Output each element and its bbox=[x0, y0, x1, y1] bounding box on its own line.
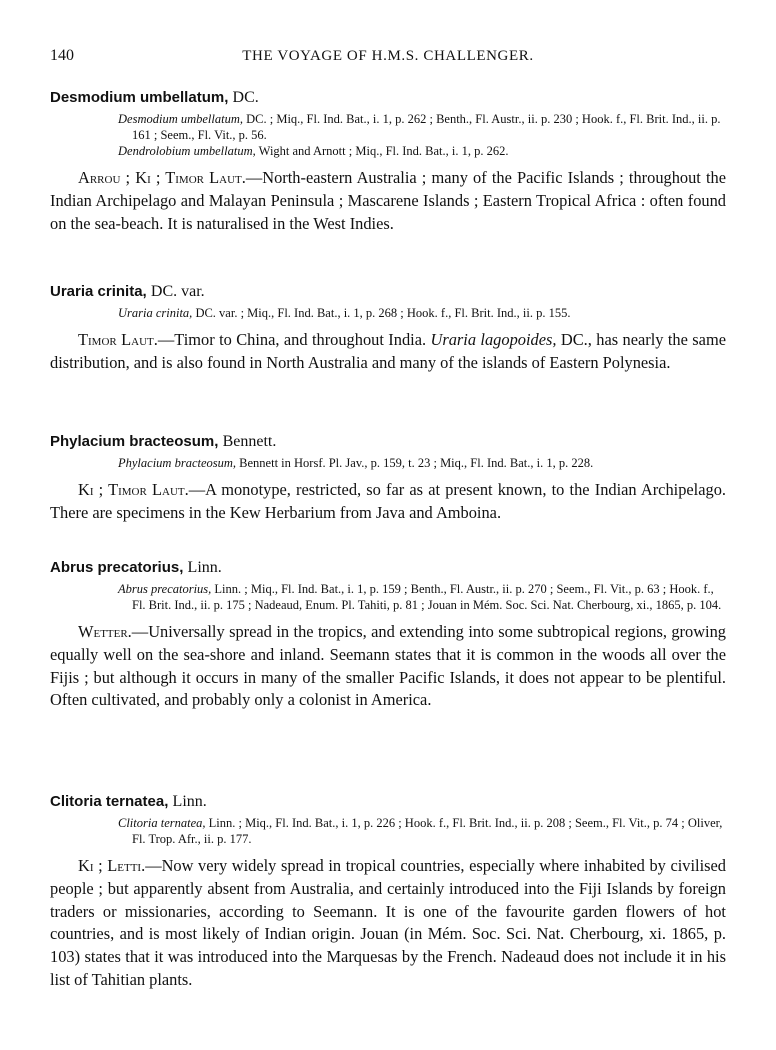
reference-text: Bennett in Horsf. Pl. Jav., p. 159, t. 23 ; Miq., Fl. Ind. Bat., i. 1, p. 228. bbox=[239, 456, 594, 470]
locality-names: Ki ; Timor Laut. bbox=[78, 480, 189, 499]
reference-name: Clitoria ternatea, bbox=[118, 816, 206, 830]
reference-name: Abrus precatorius, bbox=[118, 582, 212, 596]
synonymy-references bbox=[118, 581, 726, 613]
species-name: Uraria crinita, bbox=[50, 283, 147, 300]
species-entry-phylacium bbox=[50, 432, 726, 525]
locality-names: Timor Laut. bbox=[78, 330, 158, 349]
species-heading bbox=[50, 432, 726, 452]
related-species-name: Uraria lagopoides, bbox=[430, 330, 557, 349]
species-name: Desmodium umbellatum, bbox=[50, 89, 229, 106]
distribution-paragraph bbox=[50, 855, 726, 992]
species-entry-uraria bbox=[50, 282, 726, 375]
species-author: DC. var. bbox=[150, 283, 205, 300]
reference-line bbox=[118, 305, 726, 321]
distribution-paragraph bbox=[50, 329, 726, 375]
species-author: Bennett. bbox=[222, 433, 277, 450]
synonymy-references bbox=[118, 111, 726, 159]
distribution-text: —Timor to China, and throughout India. bbox=[157, 330, 431, 349]
reference-name: Desmodium umbellatum, bbox=[118, 112, 243, 126]
species-name: Phylacium bracteosum, bbox=[50, 433, 219, 450]
reference-line bbox=[118, 455, 726, 471]
reference-text: Linn. ; Miq., Fl. Ind. Bat., i. 1, p. 159 ; Benth., Fl. Austr., ii. p. 270 ; Seem., Fl. Vit., p. 63 ; Hook. f., Fl. Brit. Ind., ii. p. 175 ; Nadeaud, Enum. Pl. Tahiti, p. 81 ; Jouan in Mém. Soc. Sci. Nat. Cherbourg, xi., 1865, p. 104. bbox=[132, 582, 722, 612]
species-author: Linn. bbox=[187, 559, 222, 576]
species-entry-abrus bbox=[50, 558, 726, 712]
reference-line bbox=[118, 111, 726, 143]
distribution-text: —Universally spread in the tropics, and extending into some subtropical regions, growing equally well on the sea-shore and inland. Seemann states that it is common in the woods all over the Fijis ; but although it occurs in many of the smaller Pacific Islands, it does not appear to be plentiful. Often cultivated, and probably only a colonist in America. bbox=[50, 622, 726, 710]
species-name: Clitoria ternatea, bbox=[50, 793, 169, 810]
reference-line bbox=[118, 143, 726, 159]
reference-text: Wight and Arnott ; Miq., Fl. Ind. Bat., i. 1, p. 262. bbox=[258, 144, 509, 158]
species-name: Abrus precatorius, bbox=[50, 559, 184, 576]
locality-names: Wetter. bbox=[78, 622, 132, 641]
species-heading bbox=[50, 792, 726, 812]
distribution-paragraph bbox=[50, 479, 726, 525]
locality-names: Ki ; Letti. bbox=[78, 856, 146, 875]
species-heading bbox=[50, 88, 726, 108]
reference-line bbox=[118, 815, 726, 847]
running-head bbox=[50, 47, 726, 67]
distribution-paragraph bbox=[50, 621, 726, 712]
locality-names: Arrou ; Ki ; Timor Laut. bbox=[78, 168, 246, 187]
reference-text: DC. ; Miq., Fl. Ind. Bat., i. 1, p. 262 ; Benth., Fl. Austr., ii. p. 230 ; Hook. f., Fl. Brit. Ind., ii. p. 161 ; Seem., Fl. Vit., p. 56. bbox=[132, 112, 721, 142]
reference-text: DC. var. ; Miq., Fl. Ind. Bat., i. 1, p. 268 ; Hook. f., Fl. Brit. Ind., ii. p. 155. bbox=[195, 306, 571, 320]
distribution-text: —Now very widely spread in tropical countries, especially where inhabited by civilised people ; but apparently absent from Australia, and certainly introduced into the Fiji Islands by foreign traders or missionaries, according to Seemann. It is one of the favourite garden flowers of hot countries, and is most likely of Indian origin. Jouan (in Mém. Soc. Sci. Nat. Cherbourg, xi. 1865, p. 103) states that it was introduced into the Marquesas by the French. Nadeaud does not include it in his list of Tahitian plants. bbox=[50, 856, 726, 989]
distribution-text: —North-eastern Australia ; many of the Pacific Islands ; throughout the Indian Archipelago and Malayan Peninsula ; Mascarene Islands ; Eastern Tropical Africa : often found on the sea-beach. It is naturalised in the West Indies. bbox=[50, 168, 727, 233]
species-heading bbox=[50, 558, 726, 578]
synonymy-references bbox=[118, 305, 726, 321]
distribution-paragraph bbox=[50, 167, 726, 235]
distribution-text: —A monotype, restricted, so far as at present known, to the Indian Archipelago. There are specimens in the Kew Herbarium from Java and Amboina. bbox=[50, 480, 726, 522]
reference-text: Linn. ; Miq., Fl. Ind. Bat., i. 1, p. 226 ; Hook. f., Fl. Brit. Ind., ii. p. 208 ; Seem., Fl. Vit., p. 74 ; Oliver, Fl. Trop. Afr., ii. p. 177. bbox=[132, 816, 723, 846]
species-author: DC. bbox=[232, 89, 259, 106]
synonymy-references bbox=[118, 815, 726, 847]
reference-name: Phylacium bracteosum, bbox=[118, 456, 237, 470]
species-entry-clitoria bbox=[50, 792, 726, 992]
reference-name: Dendrolobium umbellatum, bbox=[118, 144, 256, 158]
running-title: THE VOYAGE OF H.M.S. CHALLENGER. bbox=[242, 48, 534, 64]
species-author: Linn. bbox=[172, 793, 207, 810]
distribution-text-continued: DC., has nearly the same distribution, and is also found in North Australia and many of the islands of Eastern Polynesia. bbox=[50, 330, 726, 372]
synonymy-references bbox=[118, 455, 726, 471]
species-entry-desmodium bbox=[50, 88, 726, 235]
reference-name: Uraria crinita, bbox=[118, 306, 193, 320]
page-number: 140 bbox=[50, 47, 74, 64]
species-heading bbox=[50, 282, 726, 302]
reference-line bbox=[118, 581, 726, 613]
